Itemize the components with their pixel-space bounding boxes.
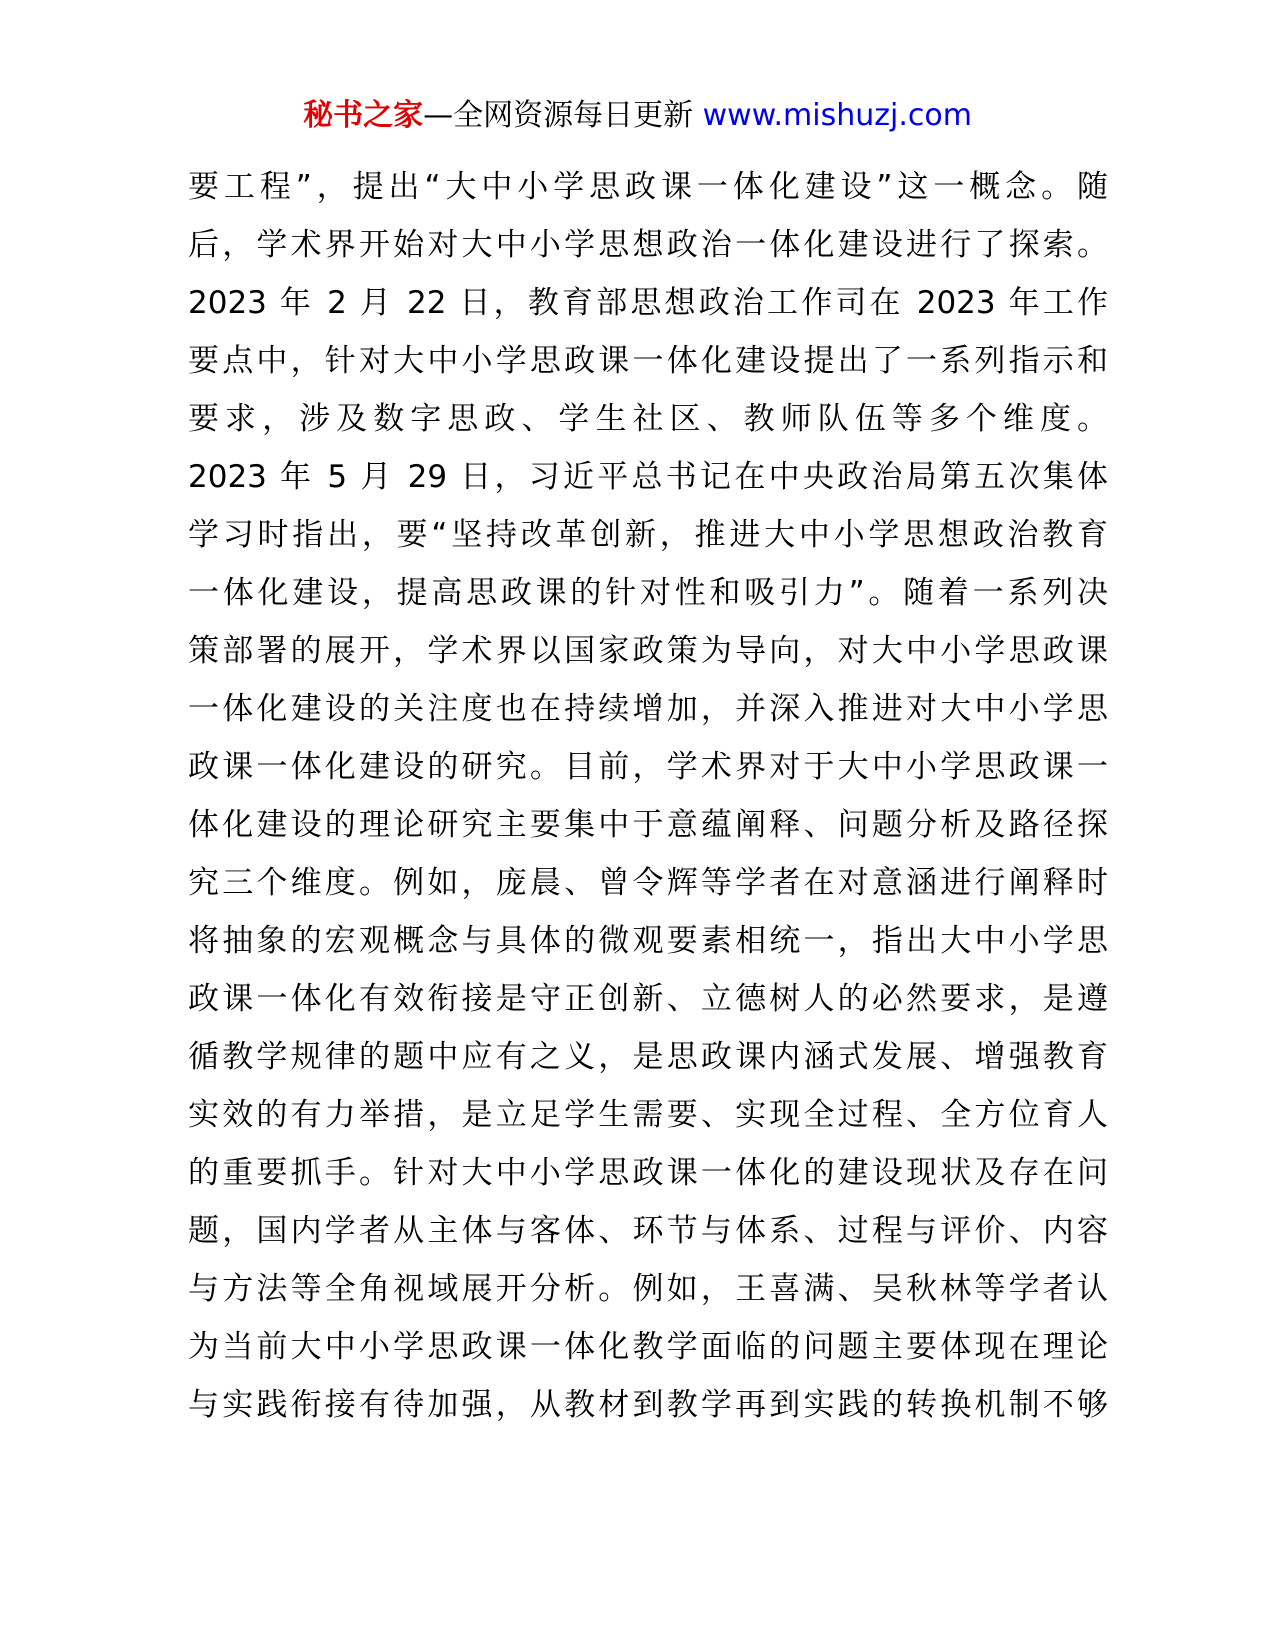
text-line: 2023 年 5 月 29 日，习近平总书记在中央政治局第五次集体 (188, 459, 1108, 495)
text-line: 与方法等全角视域展开分析。例如，王喜满、吴秋林等学者认 (188, 1271, 1108, 1307)
text-line: 后，学术界开始对大中小学思想政治一体化建设进行了探索。 (188, 227, 1108, 263)
text-line: 策部署的展开，学术界以国家政策为导向，对大中小学思政课 (188, 633, 1108, 669)
text-line: 2023 年 2 月 22 日，教育部思想政治工作司在 2023 年工作 (188, 285, 1108, 321)
text-line: 与实践衔接有待加强，从教材到教学再到实践的转换机制不够 (188, 1387, 1108, 1423)
text-line: 政课一体化有效衔接是守正创新、立德树人的必然要求，是遵 (188, 981, 1108, 1017)
text-line: 要点中，针对大中小学思政课一体化建设提出了一系列指示和 (188, 343, 1108, 379)
text-line: 体化建设的理论研究主要集中于意蕴阐释、问题分析及路径探 (188, 807, 1108, 843)
document-body (188, 158, 1108, 1434)
text-line: 要工程”，提出“大中小学思政课一体化建设”这一概念。随 (188, 169, 1108, 205)
text-line: 将抽象的宏观概念与具体的微观要素相统一，指出大中小学思 (188, 923, 1108, 959)
page-header (0, 96, 1275, 136)
text-line: 究三个维度。例如，庞晨、曾令辉等学者在对意涵进行阐释时 (188, 865, 1108, 901)
website-link[interactable]: www.mishuzj.com (702, 98, 972, 133)
text-line: 实效的有力举措，是立足学生需要、实现全过程、全方位育人 (188, 1097, 1108, 1133)
text-line: 题，国内学者从主体与客体、环节与体系、过程与评价、内容 (188, 1213, 1108, 1249)
text-line: 学习时指出，要“坚持改革创新，推进大中小学思想政治教育 (188, 517, 1108, 553)
brand-name: 秘书之家 (303, 98, 424, 133)
text-line: 为当前大中小学思政课一体化教学面临的问题主要体现在理论 (188, 1329, 1108, 1365)
text-line: 一体化建设的关注度也在持续增加，并深入推进对大中小学思 (188, 691, 1108, 727)
text-line: 政课一体化建设的研究。目前，学术界对于大中小学思政课一 (188, 749, 1108, 785)
text-line: 的重要抓手。针对大中小学思政课一体化的建设现状及存在问 (188, 1155, 1108, 1191)
text-line: 要求，涉及数字思政、学生社区、教师队伍等多个维度。 (188, 401, 1108, 437)
text-line: 循教学规律的题中应有之义，是思政课内涵式发展、增强教育 (188, 1039, 1108, 1075)
text-line: 一体化建设，提高思政课的针对性和吸引力”。随着一系列决 (188, 575, 1108, 611)
header-tagline: —全网资源每日更新 (423, 98, 703, 133)
